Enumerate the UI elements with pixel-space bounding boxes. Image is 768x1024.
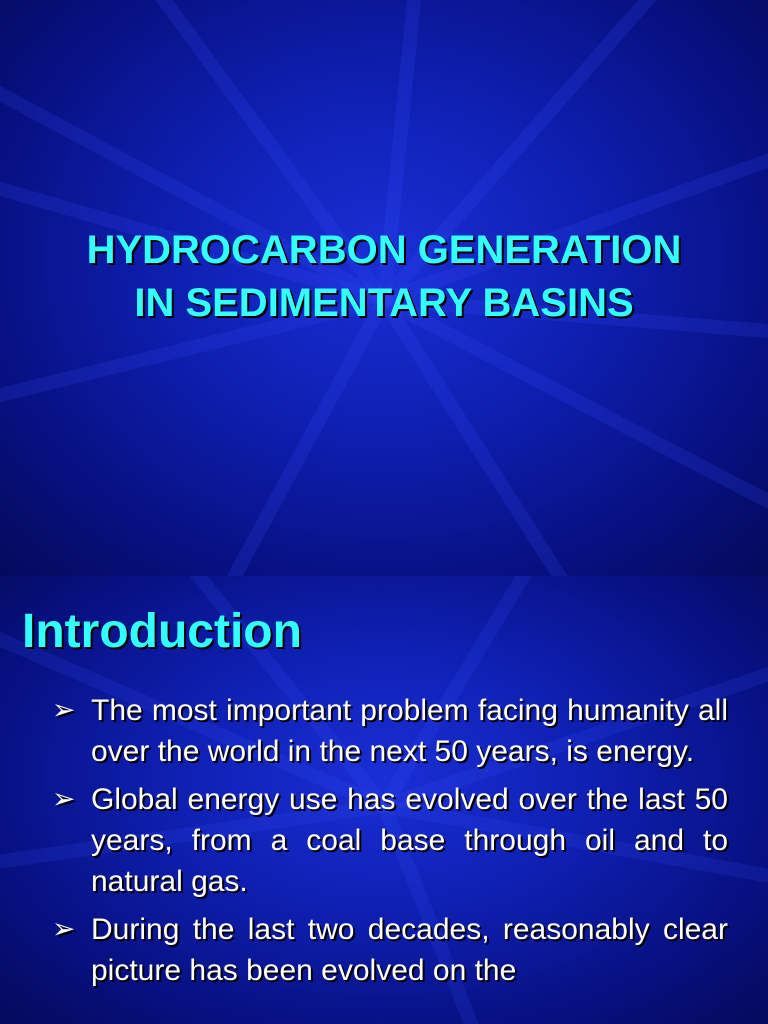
title-line-1: HYDROCARBON GENERATION xyxy=(86,228,682,272)
arrow-bullet-icon: ➢ xyxy=(52,913,76,944)
bullet-item xyxy=(52,779,728,902)
bullet-list xyxy=(52,690,728,998)
title-line-2: IN SEDIMENTARY BASINS xyxy=(134,281,634,325)
bullet-item xyxy=(52,909,728,991)
bullet-text: The most important problem facing humanity all over the world in the next 50 years, is energy. xyxy=(91,694,728,768)
slide-title xyxy=(0,224,768,330)
bullet-item xyxy=(52,690,728,772)
section-heading: Introduction xyxy=(22,605,302,658)
arrow-bullet-icon: ➢ xyxy=(52,694,76,725)
introduction-slide xyxy=(0,576,768,1024)
bullet-text: Global energy use has evolved over the last 50 years, from a coal base through oil and to natural gas. xyxy=(91,783,728,898)
arrow-bullet-icon: ➢ xyxy=(52,783,76,814)
bullet-text: During the last two decades, reasonably clear picture has been evolved on the xyxy=(91,913,728,987)
